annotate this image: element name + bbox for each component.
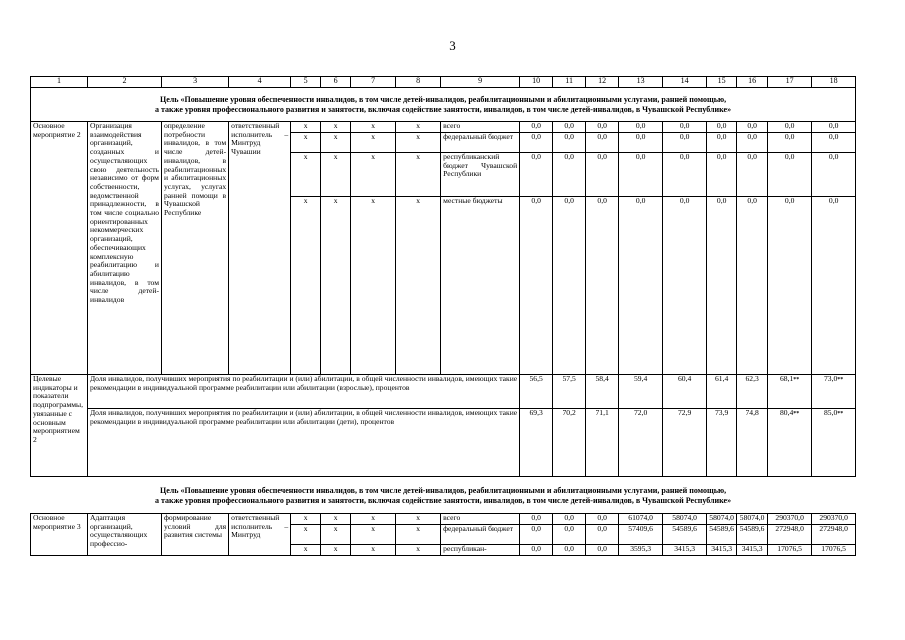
table-cell: 0,0 <box>663 197 707 375</box>
table-cell: x <box>291 122 321 133</box>
table-cell: x <box>321 153 351 197</box>
table-cell: x <box>291 153 321 197</box>
table-cell: 0,0 <box>520 133 553 153</box>
event-label: Основное мероприятие 2 <box>31 122 88 375</box>
column-header: 4 <box>229 77 291 88</box>
table-cell: 54589,6 <box>663 525 707 545</box>
table-cell: 61,4 <box>707 375 737 409</box>
program-table <box>30 76 856 556</box>
value: 73,0 <box>823 374 838 383</box>
table-cell: 0,0 <box>812 153 856 197</box>
table-cell: 0,0 <box>737 122 768 133</box>
column-header: 18 <box>812 77 856 88</box>
value: 68,1 <box>779 374 794 383</box>
table-cell: 0,0 <box>707 153 737 197</box>
funding-source: местные бюджеты <box>441 197 520 375</box>
table-cell: 71,1 <box>586 409 619 477</box>
event-name: Организация взаимодействия организаций, созданных и осуществляющих свою деятельность независимо от форм собственности, ведомственной принадлежности, в том числе социально ориентированных некоммерческих организаций, обеспечивающих комплексную реабилитацию и абилитацию инвалидов, в том числе детей-инвалидов <box>88 122 162 375</box>
table-cell: 62,3 <box>737 375 768 409</box>
table-cell: 0,0 <box>586 514 619 525</box>
table-cell: 0,0 <box>586 545 619 556</box>
column-header: 8 <box>396 77 441 88</box>
event-label: Основное мероприятие 3 <box>31 514 88 556</box>
table-cell: x <box>396 525 441 545</box>
table-cell: 272948,0 <box>768 525 812 545</box>
event-executor: ответственный исполнитель – Минтруд Чувашии <box>229 122 291 375</box>
table-cell: 0,0 <box>520 545 553 556</box>
column-header: 17 <box>768 77 812 88</box>
footnote-mark: ** <box>837 377 844 383</box>
table-cell: 74,8 <box>737 409 768 477</box>
table-cell: 17076,5 <box>812 545 856 556</box>
column-header: 9 <box>441 77 520 88</box>
table-cell: 0,0 <box>768 153 812 197</box>
table-cell: 0,0 <box>812 133 856 153</box>
table-cell: x <box>351 545 396 556</box>
table-cell: 0,0 <box>553 133 586 153</box>
table-row <box>31 514 856 525</box>
table-cell: x <box>291 197 321 375</box>
value: 80,4 <box>779 408 794 417</box>
event-task: определение потребности инвалидов, в том числе детей-инвалидов, в реабилитационных и абилитационных услугах, услугах ранней помощи в Чувашской Республике <box>162 122 229 375</box>
table-cell: x <box>321 545 351 556</box>
column-header: 3 <box>162 77 229 88</box>
table-cell: x <box>396 514 441 525</box>
table-cell: 0,0 <box>737 197 768 375</box>
table-cell: 0,0 <box>619 153 663 197</box>
table-cell: 0,0 <box>586 122 619 133</box>
goal-line: Цель «Повышение уровня обеспеченности инвалидов, в том числе детей-инвалидов, реабилитационными и абилитационными услугами, ранней помощью, <box>160 486 727 495</box>
table-cell: 0,0 <box>586 197 619 375</box>
footnote-mark: ** <box>793 411 800 417</box>
column-header: 14 <box>663 77 707 88</box>
table-cell: 3595,3 <box>619 545 663 556</box>
column-header: 11 <box>553 77 586 88</box>
funding-source: республикан- <box>441 545 520 556</box>
indicator-text: Доля инвалидов, получивших мероприятия по реабилитации и (или) абилитации, в общей численности инвалидов, имеющих такие рекомендации в индивидуальной программе реабилитации или абилитации (дети), процентов <box>88 409 520 477</box>
page-number: 3 <box>449 38 456 53</box>
goal-line: Цель «Повышение уровня обеспеченности инвалидов, в том числе детей-инвалидов, реабилитационными и абилитационными услугами, ранней помощью, <box>160 95 727 104</box>
table-cell: 0,0 <box>520 514 553 525</box>
table-cell: 0,0 <box>707 197 737 375</box>
column-header: 7 <box>351 77 396 88</box>
table-cell: 0,0 <box>586 153 619 197</box>
table-cell: 59,4 <box>619 375 663 409</box>
table-cell: 290370,0 <box>812 514 856 525</box>
table-cell: 3415,3 <box>707 545 737 556</box>
table-cell: 290370,0 <box>768 514 812 525</box>
table-cell: 0,0 <box>586 525 619 545</box>
table-cell: 0,0 <box>619 122 663 133</box>
table-cell: 58,4 <box>586 375 619 409</box>
funding-source: федеральный бюджет <box>441 133 520 153</box>
table-cell: x <box>291 133 321 153</box>
table-cell: x <box>321 197 351 375</box>
table-cell: 0,0 <box>812 122 856 133</box>
table-cell: 54589,6 <box>707 525 737 545</box>
table-cell: x <box>291 525 321 545</box>
table-cell: x <box>291 545 321 556</box>
goal-row <box>31 477 856 514</box>
table-cell: 0,0 <box>520 525 553 545</box>
table-cell: 0,0 <box>586 133 619 153</box>
table-cell: 56,5 <box>520 375 553 409</box>
table-cell: x <box>351 122 396 133</box>
table-cell: 0,0 <box>812 197 856 375</box>
funding-source: федеральный бюджет <box>441 525 520 545</box>
goal-row <box>31 88 856 122</box>
table-cell: x <box>321 122 351 133</box>
table-cell: x <box>321 514 351 525</box>
table-cell: x <box>321 525 351 545</box>
table-cell: 0,0 <box>768 122 812 133</box>
indicator-text: Доля инвалидов, получивших мероприятия по реабилитации и (или) абилитации, в общей численности инвалидов, имеющих такие рекомендации в индивидуальной программе реабилитации или абилитации (взрослые), процентов <box>88 375 520 409</box>
table-cell: 0,0 <box>663 153 707 197</box>
table-cell: 72,0 <box>619 409 663 477</box>
table-cell: 0,0 <box>520 153 553 197</box>
table-cell: 57409,6 <box>619 525 663 545</box>
column-header: 15 <box>707 77 737 88</box>
table-cell: 0,0 <box>553 545 586 556</box>
event-executor: ответственный исполнитель – Минтруд <box>229 514 291 556</box>
event-task: формирование условий для развития системы <box>162 514 229 556</box>
table-cell: x <box>351 197 396 375</box>
column-header: 2 <box>88 77 162 88</box>
indicator-row <box>31 375 856 409</box>
table-cell: 0,0 <box>553 122 586 133</box>
table-cell: x <box>321 133 351 153</box>
indicator-row <box>31 409 856 477</box>
table-cell: 73,9 <box>707 409 737 477</box>
column-header: 6 <box>321 77 351 88</box>
table-cell: 57,5 <box>553 375 586 409</box>
table-cell: 60,4 <box>663 375 707 409</box>
column-header: 12 <box>586 77 619 88</box>
column-header: 10 <box>520 77 553 88</box>
table-cell: 0,0 <box>619 133 663 153</box>
indicators-label: Целевые индикаторы и показатели подпрограммы, увязанные с основным мероприятием 2 <box>31 375 88 477</box>
goal-line: а также уровня профессионального развития и занятости, включая содействие занятости, инвалидов, в том числе детей-инвалидов, в Чувашской Республике» <box>155 496 732 505</box>
table-cell <box>812 409 856 477</box>
table-cell: 54589,6 <box>737 525 768 545</box>
table-cell <box>768 375 812 409</box>
table-cell <box>768 409 812 477</box>
table-cell: 61074,0 <box>619 514 663 525</box>
table-cell: 0,0 <box>737 153 768 197</box>
table-cell: 0,0 <box>737 133 768 153</box>
table-cell: 0,0 <box>553 525 586 545</box>
footnote-mark: ** <box>793 377 800 383</box>
table-cell: 70,2 <box>553 409 586 477</box>
table-cell: 0,0 <box>553 514 586 525</box>
table-cell: 0,0 <box>768 133 812 153</box>
table-cell: 272948,0 <box>812 525 856 545</box>
table-cell: x <box>396 153 441 197</box>
table-cell: x <box>351 133 396 153</box>
table-cell: 0,0 <box>520 197 553 375</box>
event-name: Адаптация организаций, осуществляющих профессио- <box>88 514 162 556</box>
table-cell: x <box>396 133 441 153</box>
column-header: 1 <box>31 77 88 88</box>
column-header: 16 <box>737 77 768 88</box>
funding-source: всего <box>441 122 520 133</box>
column-header: 5 <box>291 77 321 88</box>
table-cell: 3415,3 <box>737 545 768 556</box>
goal-line: а также уровня профессионального развития и занятости, включая содействие занятости, инвалидов, в том числе детей-инвалидов, в Чувашской Республике» <box>155 105 732 114</box>
value: 85,0 <box>823 408 838 417</box>
table-cell: 0,0 <box>663 133 707 153</box>
table-cell: x <box>291 514 321 525</box>
table-cell: 0,0 <box>520 122 553 133</box>
table-cell: 72,9 <box>663 409 707 477</box>
table-cell: 0,0 <box>768 197 812 375</box>
table-cell: 17076,5 <box>768 545 812 556</box>
table-cell: 0,0 <box>707 133 737 153</box>
column-header-row <box>31 77 856 88</box>
table-cell: 58074,0 <box>663 514 707 525</box>
table-cell: 0,0 <box>553 153 586 197</box>
table-cell: x <box>396 545 441 556</box>
table-cell: x <box>351 153 396 197</box>
table-cell <box>812 375 856 409</box>
footnote-mark: ** <box>837 411 844 417</box>
table-cell: x <box>351 514 396 525</box>
table-cell: 58074,0 <box>737 514 768 525</box>
table-cell: 0,0 <box>553 197 586 375</box>
table-cell: 0,0 <box>707 122 737 133</box>
table-cell: 3415,3 <box>663 545 707 556</box>
table-cell: 69,3 <box>520 409 553 477</box>
table-cell: 0,0 <box>619 197 663 375</box>
table-cell: 58074,0 <box>707 514 737 525</box>
funding-source: всего <box>441 514 520 525</box>
table-cell: 0,0 <box>663 122 707 133</box>
table-cell: x <box>351 525 396 545</box>
column-header: 13 <box>619 77 663 88</box>
table-cell: x <box>396 122 441 133</box>
table-cell: x <box>396 197 441 375</box>
funding-source: республиканский бюджет Чувашской Республики <box>441 153 520 197</box>
table-row <box>31 122 856 133</box>
